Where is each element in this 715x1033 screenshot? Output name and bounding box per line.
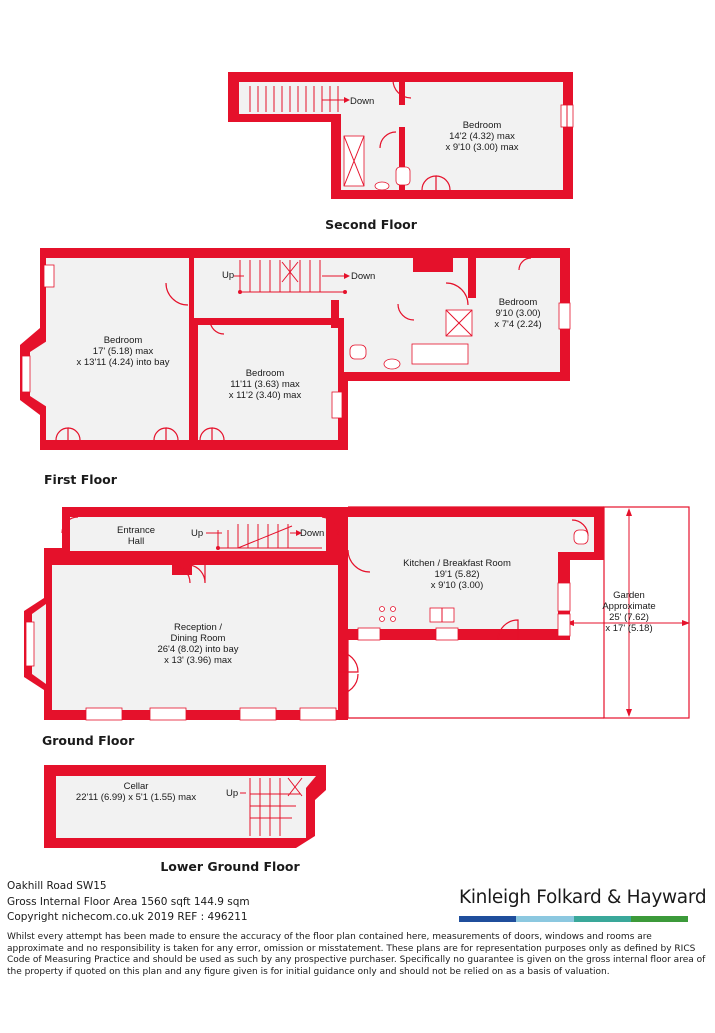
ground-floor-down-label: Down	[300, 528, 325, 539]
first-floor-bedroom3-dim2: x 7'4 (2.24)	[494, 319, 542, 330]
entrance-hall-label-1: Entrance	[116, 525, 156, 536]
ground-floor-plan	[24, 507, 690, 720]
entrance-hall-label-2: Hall	[127, 536, 145, 547]
second-floor-bedroom-name: Bedroom	[462, 120, 502, 131]
brand-bar-segment	[516, 916, 573, 922]
first-floor-bedroom1-dim1: 17' (5.18) max	[92, 346, 154, 357]
second-floor-title: Second Floor	[325, 217, 417, 232]
garden-dim1: 25' (7.62)	[609, 612, 649, 623]
brand-logo-text: Kinleigh Folkard & Hayward	[459, 887, 707, 908]
copyright-ref: Copyright nichecom.co.uk 2019 REF : 496211	[7, 911, 248, 923]
property-address: Oakhill Road SW15	[7, 880, 107, 892]
first-floor-bedroom2-dim2: x 11'2 (3.40) max	[228, 390, 302, 401]
second-floor-bedroom-dim2: x 9'10 (3.00) max	[445, 142, 519, 153]
kitchen-dim1: 19'1 (5.82)	[434, 569, 480, 580]
lower-ground-floor-title: Lower Ground Floor	[160, 859, 300, 874]
basin-icon	[375, 182, 389, 190]
floor-area: Gross Internal Floor Area 1560 sqft 144.9 sqm	[7, 896, 250, 908]
ground-floor-title: Ground Floor	[42, 733, 135, 748]
second-floor-stairs-label: Down	[350, 96, 375, 107]
cellar-dims: 22'11 (6.99) x 5'1 (1.55) max	[75, 792, 197, 803]
garden-label-2: Approximate	[602, 601, 656, 612]
garden-dim2: x 17' (5.18)	[605, 623, 653, 634]
lower-ground-up-label: Up	[226, 788, 239, 799]
cellar	[56, 776, 306, 838]
garden-label-1: Garden	[613, 590, 645, 601]
toilet-icon	[396, 167, 410, 185]
cellar-name: Cellar	[123, 781, 149, 792]
reception-dim1: 26'4 (8.02) into bay	[157, 644, 239, 655]
kitchen-dim2: x 9'10 (3.00)	[430, 580, 484, 591]
ground-floor-up-label: Up	[191, 528, 204, 539]
disclaimer-text: Whilst every attempt has been made to ensure the accuracy of the floor plan contained here, measurements of doors, windows and rooms are approximate and no responsibility is taken for any error, omission or misstatement. These plans are for representation purposes only as defined by RICS Code of Measuring Practice and should be used as such by any prospective purchaser. Specifically no guarantee is given on the gross internal floor area of the property if quoted on this plan and any figure given is for initial guidance only and should not be relied on as a basis of valuation.	[7, 932, 706, 977]
toilet-icon	[574, 530, 588, 544]
first-floor-up-label: Up	[222, 270, 235, 281]
toilet-icon	[350, 345, 366, 359]
first-floor-down-label: Down	[351, 271, 376, 282]
reception-label-2: Dining Room	[170, 633, 226, 644]
first-floor-bedroom2-name: Bedroom	[245, 368, 285, 379]
first-floor-plan	[20, 248, 570, 450]
second-floor-plan	[228, 72, 573, 200]
first-floor-bedroom1-dim2: x 13'11 (4.24) into bay	[76, 357, 170, 368]
kitchen-name: Kitchen / Breakfast Room	[403, 558, 511, 569]
bath-icon	[412, 344, 468, 364]
brand-bar-segment	[459, 916, 516, 922]
reception-label-1: Reception /	[173, 622, 223, 633]
first-floor-bedroom1-name: Bedroom	[103, 335, 143, 346]
lower-ground-floor-plan	[44, 765, 326, 848]
first-floor-bedroom2-dim1: 11'11 (3.63) max	[230, 379, 300, 390]
basin-icon	[384, 359, 400, 369]
second-floor-bedroom-dim1: 14'2 (4.32) max	[449, 131, 515, 142]
first-floor-bedroom3-dim1: 9'10 (3.00)	[495, 308, 541, 319]
first-floor-bedroom3-name: Bedroom	[498, 297, 538, 308]
brand-color-bar	[459, 916, 688, 922]
brand-bar-segment	[574, 916, 631, 922]
first-floor-title: First Floor	[44, 472, 117, 487]
brand-bar-segment	[631, 916, 688, 922]
reception-dim2: x 13' (3.96) max	[164, 655, 232, 666]
second-floor-landing	[239, 82, 399, 114]
